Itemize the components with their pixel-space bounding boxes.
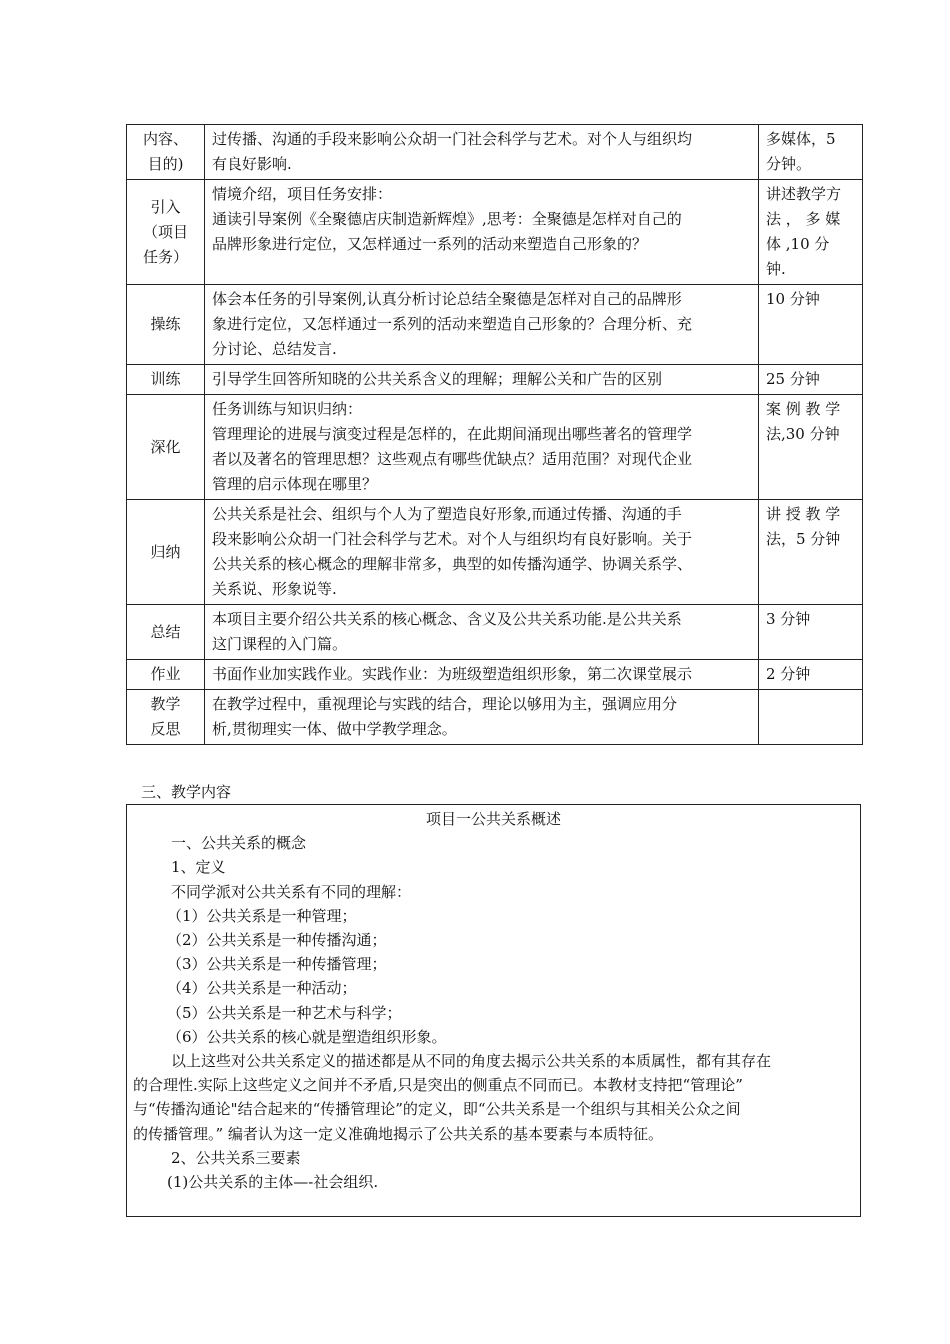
stage-cell-line: 深化 [150,437,181,456]
stage-cell-line: 教学 [150,695,181,713]
plan-row [127,395,863,500]
stage-cell [127,605,205,660]
content-cell-line: 管理的启示体现在哪里？ [212,475,378,493]
note-cell-line: 2 分钟 [766,665,811,683]
plan-row [127,500,863,605]
content-cell-line: 管理理论的进展与演变过程是怎样的，在此期间涌现出哪些著名的管理学 [212,425,693,443]
note-cell-line: 法,30 分钟 [766,425,840,443]
content-cell [205,285,759,365]
content-cell-line: 通读引导案例《全聚德店庆制造新辉煌》,思考：全聚德是怎样对自己的 [212,210,682,228]
content-cell-line: 体会本任务的引导案例,认真分析讨论总结全聚德是怎样对自己的品牌形 [212,290,682,308]
note-cell-line: 3 分钟 [766,610,811,628]
lesson-plan-table [126,124,863,745]
note-cell [759,690,863,745]
content-cell-line: 书面作业加实践作业。实践作业：为班级塑造组织形象，第二次课堂展示 [212,665,693,683]
list-item: （5）公共关系是一种艺术与科学； [167,1003,402,1022]
content-cell-line: 段来影响公众胡一门社会科学与艺术。对个人与组织均有良好影响。关于 [212,530,693,548]
note-cell-line: 多媒体，5 [766,130,836,148]
stage-cell [127,500,205,605]
note-cell [759,125,863,180]
paragraph-line: 与“传播沟通论"结合起来的“传播管理论”的定义，即“公共关系是一个组织与其相关公众之间 [133,1100,741,1119]
stage-cell [127,125,205,180]
note-cell [759,395,863,500]
stage-cell [127,660,205,690]
definition-intro: 不同学派对公共关系有不同的理解： [171,882,412,901]
list-item: （4）公共关系是一种活动； [167,979,357,998]
content-cell-line: 这门课程的入门篇。 [212,635,348,653]
content-cell-line: 本项目主要介绍公共关系的核心概念、含义及公共关系功能.是公共关系 [212,610,682,628]
note-cell-line: 25 分钟 [766,370,820,388]
element-item: (1)公共关系的主体—-社会组织. [167,1173,379,1192]
stage-cell-line: 训练 [150,370,181,388]
content-cell [205,125,759,180]
note-cell-line: 钟. [766,260,786,278]
content-cell [205,660,759,690]
stage-cell [127,395,205,500]
content-cell-line: 在教学过程中，重视理论与实践的结合，理论以够用为主，强调应用分 [212,695,678,713]
note-cell-line: 讲 授 教 学 [766,505,841,523]
content-cell-line: 任务训练与知识归纳： [212,400,363,418]
box-title: 项目一公共关系概述 [425,810,561,828]
plan-row [127,125,863,180]
content-cell-line: 过传播、沟通的手段来影响公众胡一门社会科学与艺术。对个人与组织均 [212,130,693,148]
stage-cell-line: 反思 [150,720,181,738]
content-cell-line: 情境介绍，项目任务安排： [212,185,393,203]
stage-cell [127,690,205,745]
content-cell [205,500,759,605]
paragraph-line: 的传播管理。” 编者认为这一定义准确地揭示了公共关系的基本要素与本质特征。 [133,1124,663,1143]
content-cell-line: 品牌形象进行定位，又怎样通过一系列的活动来塑造自己形象的？ [212,235,648,253]
content-cell-line: 象进行定位，又怎样通过一系列的活动来塑造自己形象的？合理分析、充 [212,315,693,333]
stage-cell-line: 总结 [150,622,181,641]
stage-cell [127,285,205,365]
content-cell [205,690,759,745]
content-cell [205,605,759,660]
content-cell [205,180,759,285]
note-cell-line: 案 例 教 学 [766,400,841,418]
elements-heading: 2、公共关系三要素 [171,1148,301,1167]
stage-cell-line: 任务） [142,247,188,266]
plan-row [127,285,863,365]
note-cell-line: 10 分钟 [766,290,820,308]
section-heading: 三、教学内容 [141,783,232,801]
note-cell [759,365,863,395]
paragraph-line: 以上这些对公共关系定义的描述都是从不同的角度去揭示公共关系的本质属性，都有其存在 [171,1052,772,1071]
content-cell-line: 关系说、形象说等. [212,580,337,598]
list-item: （1）公共关系是一种管理； [167,906,357,925]
list-item: （2）公共关系是一种传播沟通； [167,931,387,950]
stage-cell [127,365,205,395]
paragraph-line: 的合理性.实际上这些定义之间并不矛盾,只是突出的侧重点不同而已。本教材支持把“管理论” [133,1076,743,1095]
stage-cell [127,180,205,285]
stage-cell-line: （项目 [142,222,188,241]
content-cell [205,395,759,500]
note-cell-line: 讲述教学方 [766,185,842,203]
content-cell-line: 有良好影响. [212,155,292,173]
note-cell-line: 法，5 分钟 [766,530,841,548]
content-cell-line: 公共关系是社会、组织与个人为了塑造良好形象,而通过传播、沟通的手 [212,505,682,523]
stage-cell-line: 操练 [150,315,181,333]
plan-row [127,365,863,395]
plan-row [127,180,863,285]
note-cell-line: 分钟。 [766,155,812,173]
note-cell-line: 法 ， 多 媒 [766,210,841,228]
list-item: （3）公共关系是一种传播管理； [167,955,387,974]
note-cell [759,285,863,365]
plan-row [127,605,863,660]
note-cell [759,500,863,605]
list-item: （6）公共关系的核心就是塑造组织形象。 [167,1027,447,1046]
stage-cell-line: 归纳 [150,542,181,561]
plan-row [127,660,863,690]
content-cell-line: 者以及著名的管理思想？这些观点有哪些优缺点？适用范围？对现代企业 [212,450,693,468]
content-cell-line: 公共关系的核心概念的理解非常多，典型的如传播沟通学、协调关系学、 [212,555,693,573]
lesson-plan-body [127,125,863,745]
content-cell-line: 析,贯彻理实一体、做中学教学理念。 [212,720,457,738]
content-box [126,804,861,1217]
stage-cell-line: 内容、 [142,130,188,148]
note-cell-line: 体 ,10 分 [766,235,830,253]
concept-heading: 一、公共关系的概念 [171,834,307,853]
content-cell [205,365,759,395]
stage-cell-line: 作业 [150,665,181,683]
note-cell [759,605,863,660]
content-cell-line: 分讨论、总结发言. [212,340,337,358]
definition-heading: 1、定义 [171,858,226,877]
stage-cell-line: 目的) [147,155,184,173]
stage-cell-line: 引入 [150,197,181,216]
content-cell-line: 引导学生回答所知晓的公共关系含义的理解；理解公关和广告的区别 [212,370,663,388]
plan-row [127,690,863,745]
note-cell [759,660,863,690]
note-cell [759,180,863,285]
